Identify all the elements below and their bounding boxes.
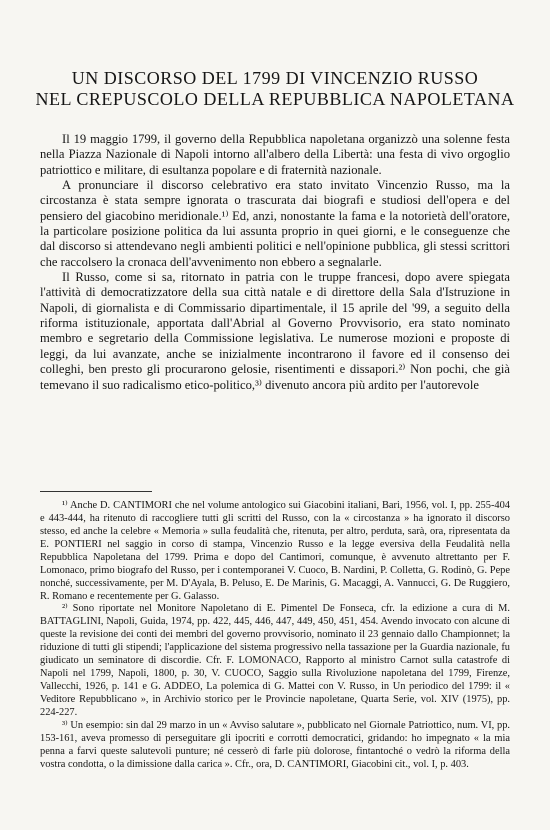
footnotes (40, 500, 510, 772)
body-paragraph-1: Il 19 maggio 1799, il governo della Repubblica napoletana organizzò una solenne festa nella Piazza Nazionale di Napoli intorno all'albero della Libertà: una festa di vivo orgoglio patriottico e militare, di esultanza popolare e di fraternità nazionale. (40, 132, 510, 177)
footnote-1: ¹⁾ Anche D. CANTIMORI che nel volume antologico sui Giacobini italiani, Bari, 1956, vol. I, pp. 255-404 e 443-444, ha ritenuto di raccogliere tutti gli scritti del Russo, con la « circostanza » ha ignorato il discorso stesso, ed anche la celebre « Memoria » sulla feudalità che, ritenuta, per altro, perduta, sarà, ora, ripresentata da E. PONTIERI nel saggio in corso di stampa, Vincenzio Russo e la legge eversiva della Feudalità nella Repubblica Napoletana del 1799. Prima e dopo del Cantimori, comunque, è avvenuto altrettanto per F. Lomonaco, primo biografo del Russo, per i contemporanei V. Cuoco, B. Nardini, P. Colletta, G. Rodinò, G. Pepe nonché, successivamente, per M. D'Ayala, B. Peluso, E. De Marinis, G. Macaggi, A. Vannucci, G. De Ruggiero, R. Romano e recentemente per G. Galasso. (40, 499, 510, 602)
body-paragraph-3: Il Russo, come si sa, ritornato in patria con le truppe francesi, dopo avere spiegata l'attività di democratizzatore della sua città natale e di direttore della Sala d'Istruzione in Napoli, di giornalista e di Commissario dipartimentale, il 15 aprile del '99, a seguito della riforma istituzionale, apportata dall'Abrial al Governo Provvisorio, era stato nominato membro e segretario della Commissione legislativa. Le numerose mozioni e proposte di leggi, da lui avanzate, anche se inizialmente incontrarono il favore ed il consenso dei colleghi, ben presto gli procurarono gelosie, risentimenti e dissapori.²⁾ Non pochi, che già temevano il suo radicalismo etico-politico,³⁾ divenuto ancora più ardito per l'autorevole (40, 270, 510, 392)
title-line-2: NEL CREPUSCOLO DELLA REPUBBLICA NAPOLETANA (35, 89, 515, 109)
footnote-2: ²⁾ Sono riportate nel Monitore Napoletano di E. Pimentel De Fonseca, cfr. la edizione a cura di M. BATTAGLINI, Napoli, Guida, 1974, pp. 422, 445, 446, 447, 449, 450, 451, 454. Avendo invocato con alcune di queste la revisione dei conti dei membri del governo provvisorio, nominato il 23 gennaio dallo Championnet; la riduzione di tutti gli stipendi; l'applicazione del sistema progressivo nella tassazione per la Guardia nazionale, fu giudicato un seminatore di discordie. Cfr. F. LOMONACO, Rapporto al ministro Carnot sulla catastrofe di Napoli nel 1799, Napoli, 1800, p. 30, V. CUOCO, Saggio sulla Rivoluzione napoletana del 1799, Firenze, Vallecchi, 1926, p. 141 e G. ADDEO, La polemica di G. Mattei con V. Russo, in Un periodico del 1799: il « Veditore Repubblicano », in Archivio storico per le Provincie napoletane, Quarta Serie, vol. XIV (1975), pp. 224-227. (40, 603, 510, 719)
title-line-1: UN DISCORSO DEL 1799 DI VINCENZIO RUSSO (71, 68, 479, 88)
footnote-divider (40, 491, 152, 492)
article-title (0, 68, 550, 110)
body-text (40, 132, 510, 393)
body-paragraph-2: A pronunciare il discorso celebrativo era stato invitato Vincenzio Russo, ma la circostanza è stata sempre ignorata o trascurata dai biografi e studiosi dell'opera e del pensiero del giacobino meridionale.¹⁾ Ed, anzi, nonostante la fama e la notorietà dell'oratore, la particolare posizione politica da lui assunta proprio in quei giorni, e le conseguenze che dal discorso si attendevano negli ambienti politici e nell'opinione pubblica, gli stessi scrittori che raccolsero la cronaca dell'avvenimento non ebbero a segnalarle. (40, 178, 510, 269)
footnote-3: ³⁾ Un esempio: sin dal 29 marzo in un « Avviso salutare », pubblicato nel Giornale Patriottico, num. VI, pp. 153-161, aveva promesso di perseguitare gli ipocriti e corrotti democratici, gridando: ho impegnato « la mia penna a farvi queste salutevoli punture; né cesserò di farle più dolorose, fintantoché o vedrò la riforma della vostra condotta, o la dimissione dalla carica ». Cfr., ora, D. CANTIMORI, Giacobini cit., vol. I, p. 403. (40, 720, 510, 770)
